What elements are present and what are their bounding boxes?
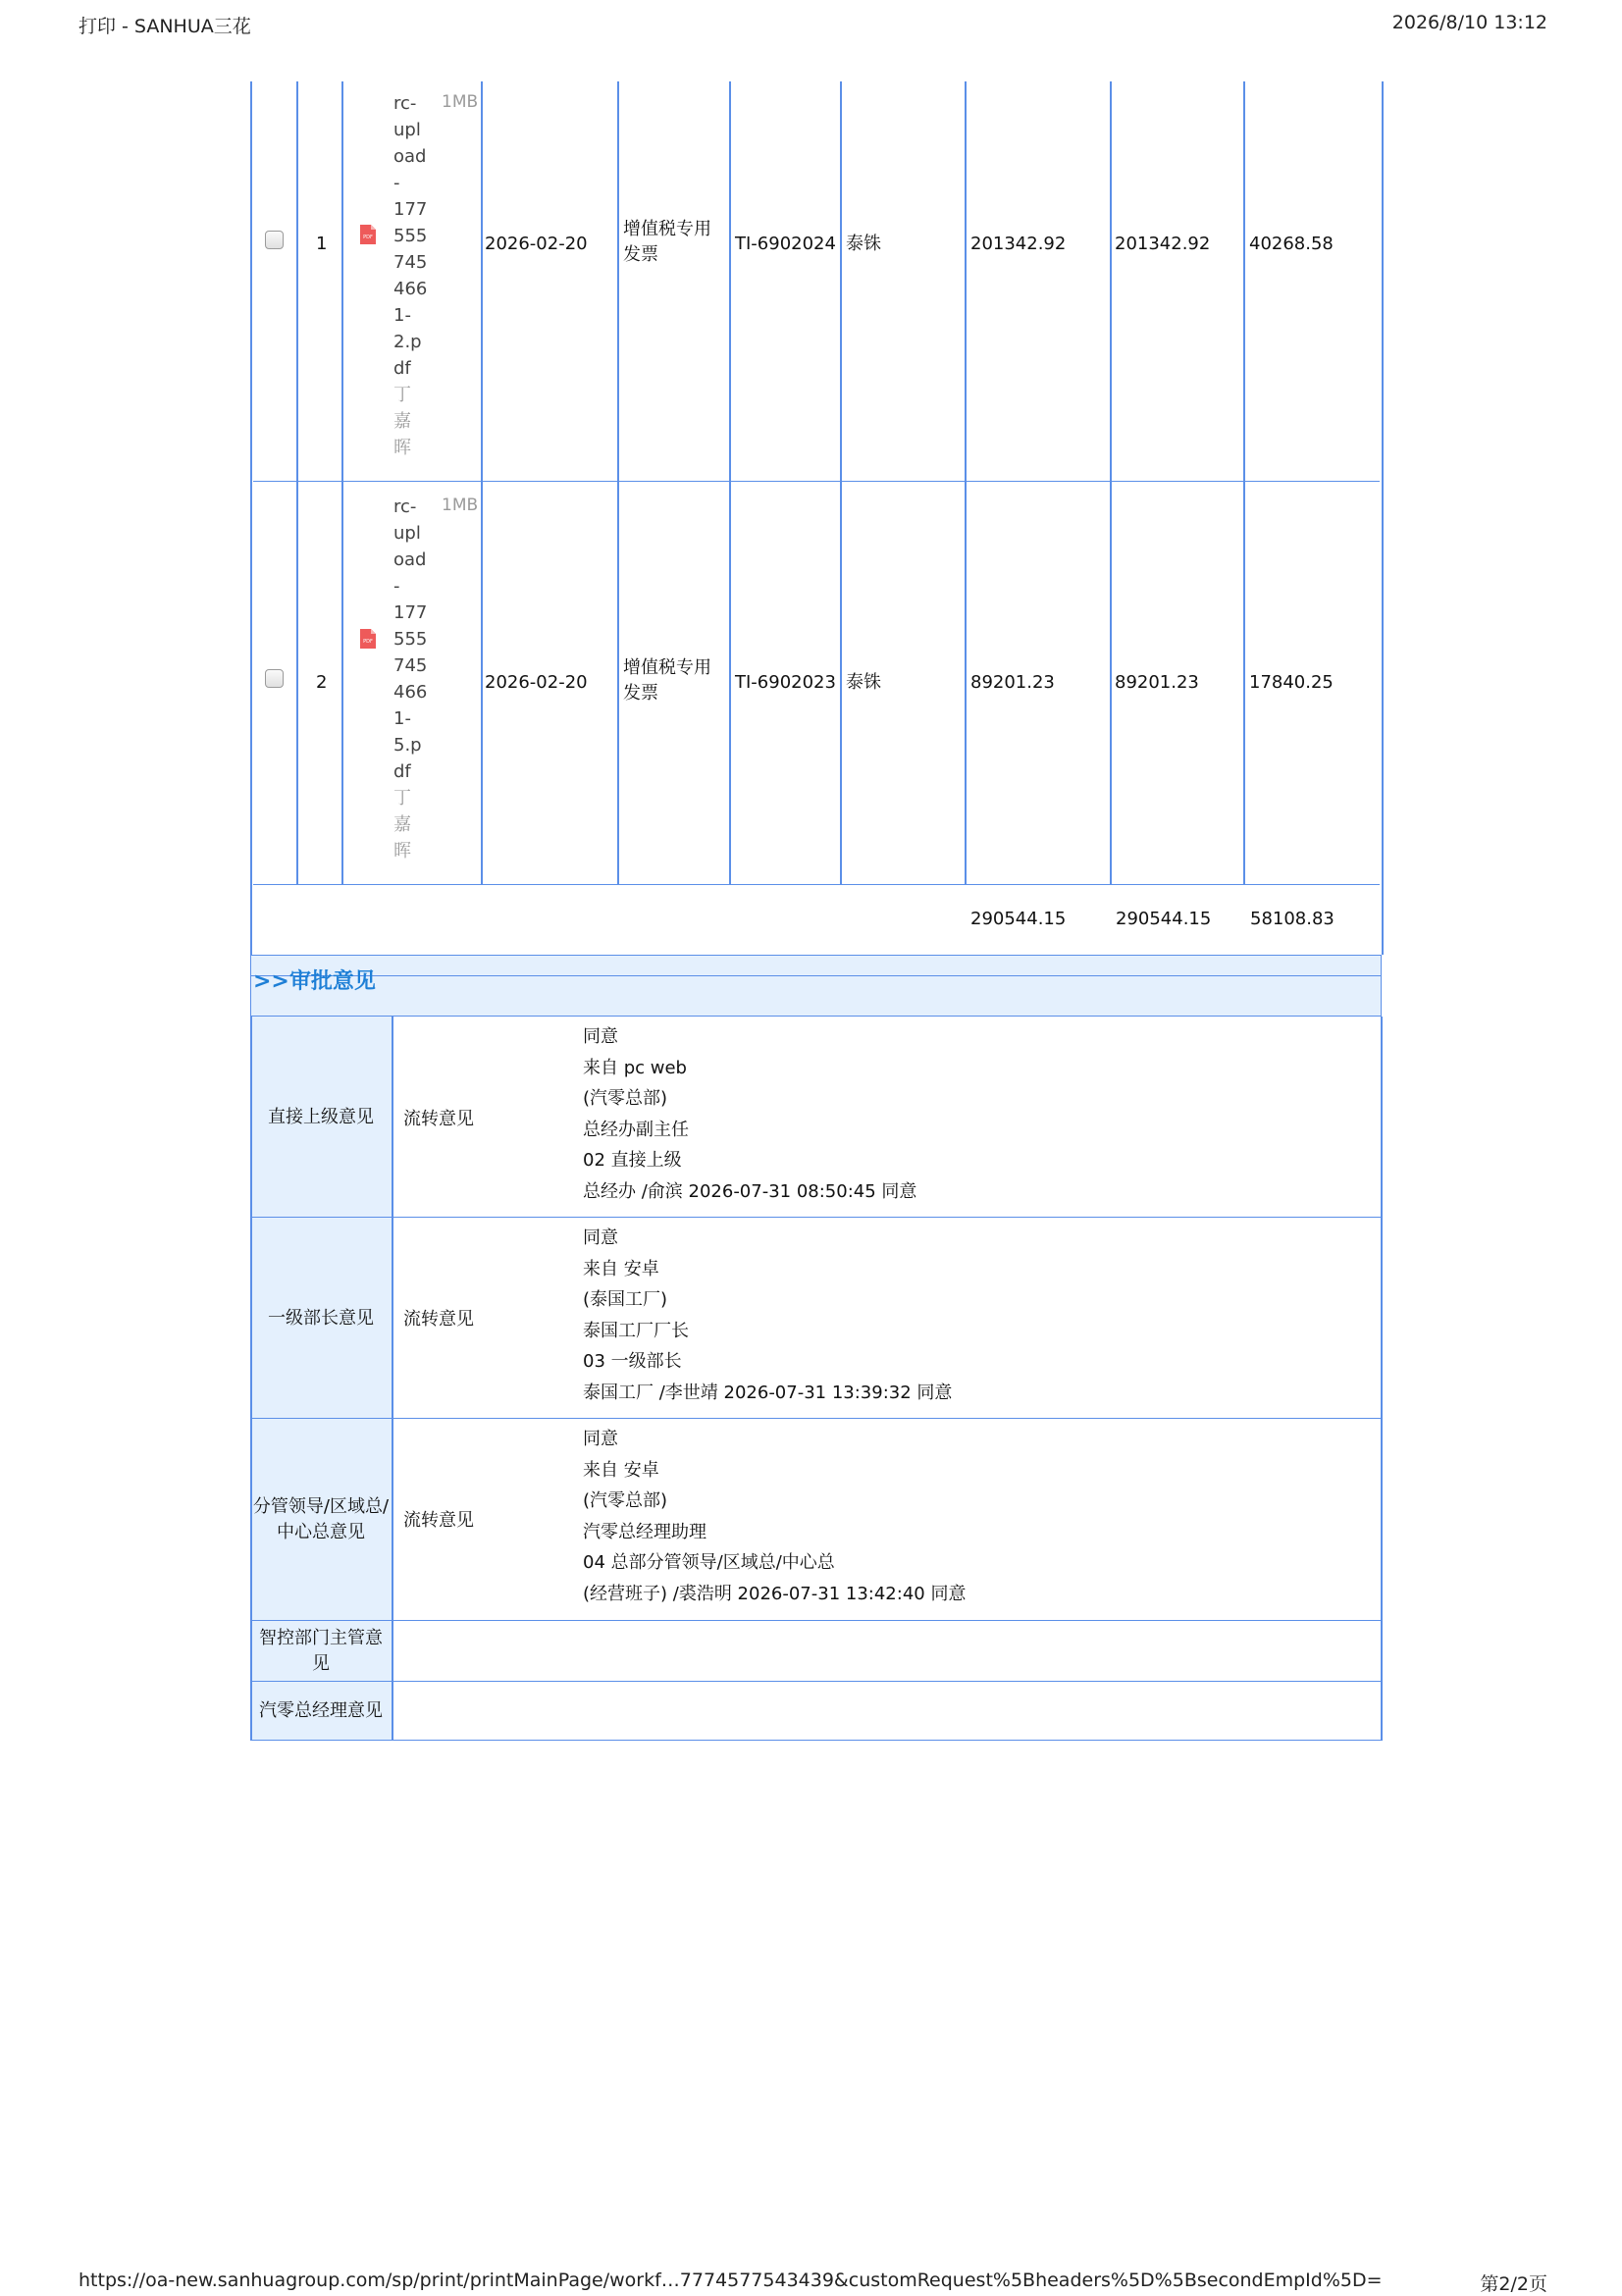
amount-1: 201342.92: [970, 234, 1067, 254]
approval-border-left: [250, 1017, 252, 1741]
approval-type: 流转意见: [403, 1510, 474, 1531]
col-divider: [840, 81, 842, 884]
print-footer-url: https://oa-new.sanhuagroup.com/sp/print/printMainPage/workf…7774577543439&customRequest%5Bheaders%5D%5BsecondEmpId%5D=: [78, 2270, 1383, 2291]
approval-col-divider: [392, 1017, 393, 1741]
col-divider: [1243, 81, 1245, 884]
invoice-number: TI-6902023: [735, 672, 836, 693]
pdf-icon[interactable]: [359, 224, 377, 245]
total-amount-3: 58108.83: [1250, 909, 1334, 929]
uploader-name: 丁: [393, 788, 411, 809]
section-divider-bar: [250, 955, 1382, 976]
section-title: >>审批意见: [253, 969, 376, 994]
approval-border-right: [1381, 1017, 1383, 1741]
section-header-bar: [250, 975, 1382, 1017]
row-select-checkbox[interactable]: [265, 231, 284, 249]
invoice-type: 增值税专用发票: [623, 657, 711, 704]
approval-detail: 同意 来自 安卓 (汽零总部) 汽零总经理助理 04 总部分管领导/区域总/中心总 (经营班子) /裘浩明 2026-07-31 13:42:40 同意: [583, 1429, 967, 1604]
attachment-link[interactable]: rc- upl oad - 177 555 745 466 1- 5.p df 丁 嘉 晖: [393, 496, 428, 861]
approval-label: 智控部门主管意见: [250, 1621, 392, 1682]
col-divider: [481, 81, 483, 884]
row-divider: [253, 481, 1380, 482]
amount-1: 89201.23: [970, 672, 1055, 693]
print-footer-page: 第2/2页: [1480, 2273, 1547, 2295]
attachment-link[interactable]: rc- upl oad - 177 555 745 466 1- 2.p df 丁 嘉 晖: [393, 93, 428, 458]
col-divider: [296, 81, 298, 884]
approval-label: 汽零总经理意见: [250, 1682, 392, 1741]
uploader-name: 丁: [393, 385, 411, 405]
approval-row-divider: [250, 1217, 1382, 1218]
approval-row-divider: [250, 1418, 1382, 1419]
table-border-left: [250, 81, 252, 955]
approval-type: 流转意见: [403, 1309, 474, 1330]
currency: 泰铢: [846, 234, 881, 254]
row-divider: [253, 884, 1380, 885]
row-select-checkbox[interactable]: [265, 669, 284, 688]
amount-3: 40268.58: [1249, 234, 1334, 254]
pdf-icon[interactable]: [359, 628, 377, 650]
approval-row-divider: [250, 1620, 1382, 1621]
approval-detail: 同意 来自 pc web (汽零总部) 总经办副主任 02 直接上级 总经办 /俞滨 2026-07-31 08:50:45 同意: [583, 1026, 917, 1202]
approval-label: 分管领导/区域总/中心总意见: [250, 1419, 392, 1621]
svg-text:PDF: PDF: [363, 235, 373, 240]
invoice-date: 2026-02-20: [485, 672, 588, 693]
col-divider: [965, 81, 967, 884]
total-amount-1: 290544.15: [970, 909, 1067, 929]
approval-type: 流转意见: [403, 1109, 474, 1129]
approval-row-divider: [250, 1681, 1382, 1682]
col-divider: [1110, 81, 1112, 884]
print-header-title: 打印 - SANHUA三花: [78, 16, 251, 37]
col-divider: [341, 81, 343, 884]
print-header-datetime: 2026/8/10 13:12: [1391, 12, 1547, 33]
approval-border-bottom: [250, 1740, 1382, 1741]
amount-2: 201342.92: [1115, 234, 1211, 254]
row-index: 2: [316, 672, 328, 693]
invoice-type: 增值税专用发票: [623, 219, 711, 265]
svg-text:PDF: PDF: [363, 639, 373, 645]
col-divider: [729, 81, 731, 884]
amount-2: 89201.23: [1115, 672, 1199, 693]
file-size: 1MB: [442, 496, 479, 515]
col-divider: [617, 81, 619, 884]
approval-label: 一级部长意见: [250, 1218, 392, 1419]
total-amount-2: 290544.15: [1116, 909, 1212, 929]
row-index: 1: [316, 234, 328, 254]
file-size: 1MB: [442, 92, 479, 112]
currency: 泰铢: [846, 672, 881, 693]
amount-3: 17840.25: [1249, 672, 1334, 693]
invoice-date: 2026-02-20: [485, 234, 588, 254]
approval-detail: 同意 来自 安卓 (泰国工厂) 泰国工厂厂长 03 一级部长 泰国工厂 /李世靖 2026-07-31 13:39:32 同意: [583, 1227, 953, 1403]
invoice-number: TI-6902024: [735, 234, 836, 254]
table-border-right: [1382, 81, 1384, 955]
approval-label: 直接上级意见: [250, 1017, 392, 1218]
